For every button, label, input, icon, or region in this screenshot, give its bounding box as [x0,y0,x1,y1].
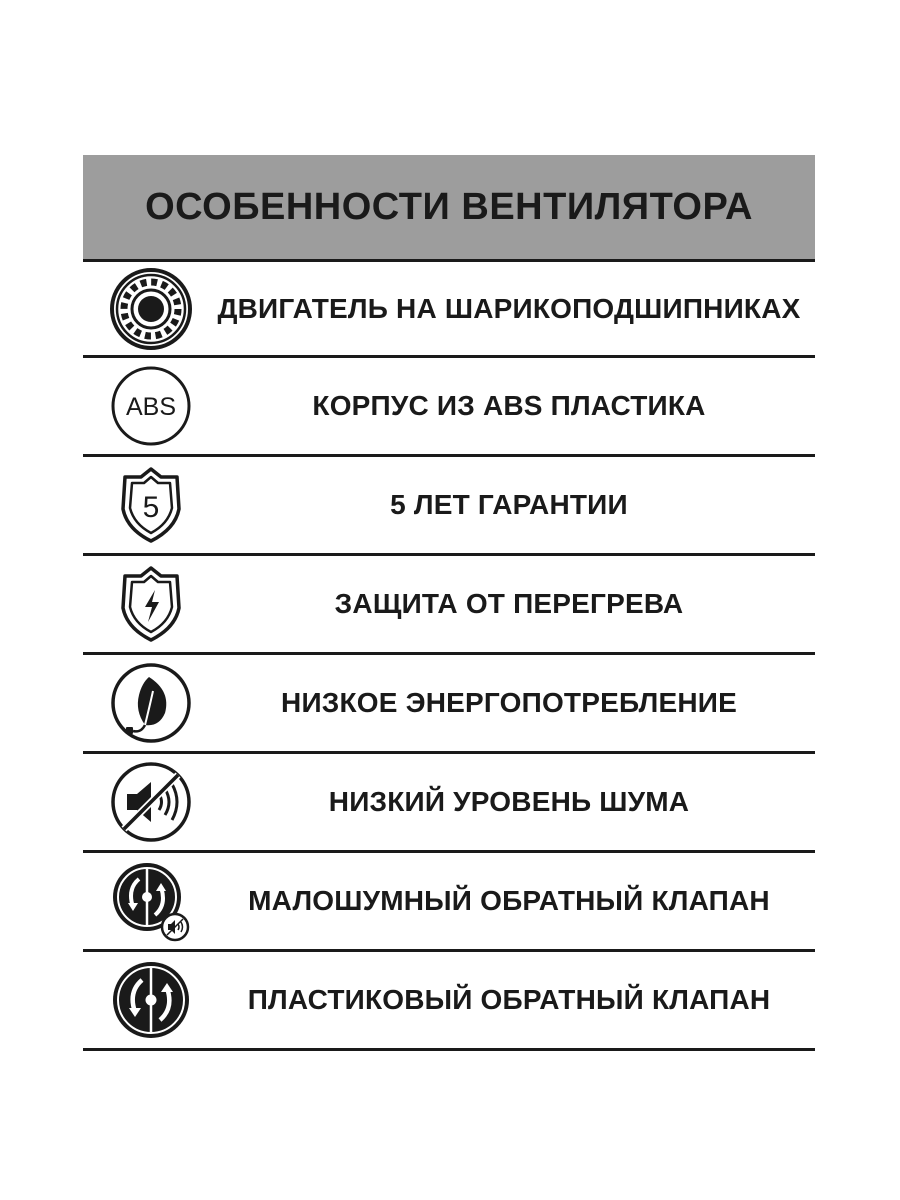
feature-row-low-power [83,655,815,754]
page-title: ОСОБЕННОСТИ ВЕНТИЛЯТОРА [145,185,753,228]
feature-row-warranty [83,457,815,556]
feature-row-overheat-protection [83,556,815,655]
muted-speaker-icon [109,760,193,844]
ball-bearing-icon [109,267,193,351]
feature-row-ball-bearing [83,259,815,358]
feature-label: ДВИГАТЕЛЬ НА ШАРИКОПОДШИПНИКАХ [217,292,801,324]
feature-label: НИЗКИЙ УРОВЕНЬ ШУМА [328,786,690,817]
features-sheet [83,155,815,1051]
feature-row-low-noise [83,754,815,853]
abs-badge-icon [109,364,193,448]
feature-label: КОРПУС ИЗ ABS ПЛАСТИКА [312,390,706,421]
feature-row-abs-plastic [83,358,815,457]
feature-list [83,259,815,1051]
abs-badge-text: ABS [125,393,177,421]
quiet-check-valve-icon [109,859,193,943]
feature-row-plastic-check-valve [83,952,815,1051]
warranty-shield-icon [109,463,193,547]
lightning-shield-icon [109,562,193,646]
check-valve-icon [109,958,193,1042]
feature-label: 5 ЛЕТ ГАРАНТИИ [390,489,628,520]
feature-label: МАЛОШУМНЫЙ ОБРАТНЫЙ КЛАПАН [248,885,770,916]
feature-label: ЗАЩИТА ОТ ПЕРЕГРЕВА [334,588,684,619]
feature-label: НИЗКОЕ ЭНЕРГОПОТРЕБЛЕНИЕ [281,687,737,718]
warranty-years-text: 5 [142,491,160,524]
feature-row-quiet-check-valve [83,853,815,952]
eco-leaf-icon [109,661,193,745]
feature-label: ПЛАСТИКОВЫЙ ОБРАТНЫЙ КЛАПАН [247,984,771,1015]
title-banner [83,155,815,259]
